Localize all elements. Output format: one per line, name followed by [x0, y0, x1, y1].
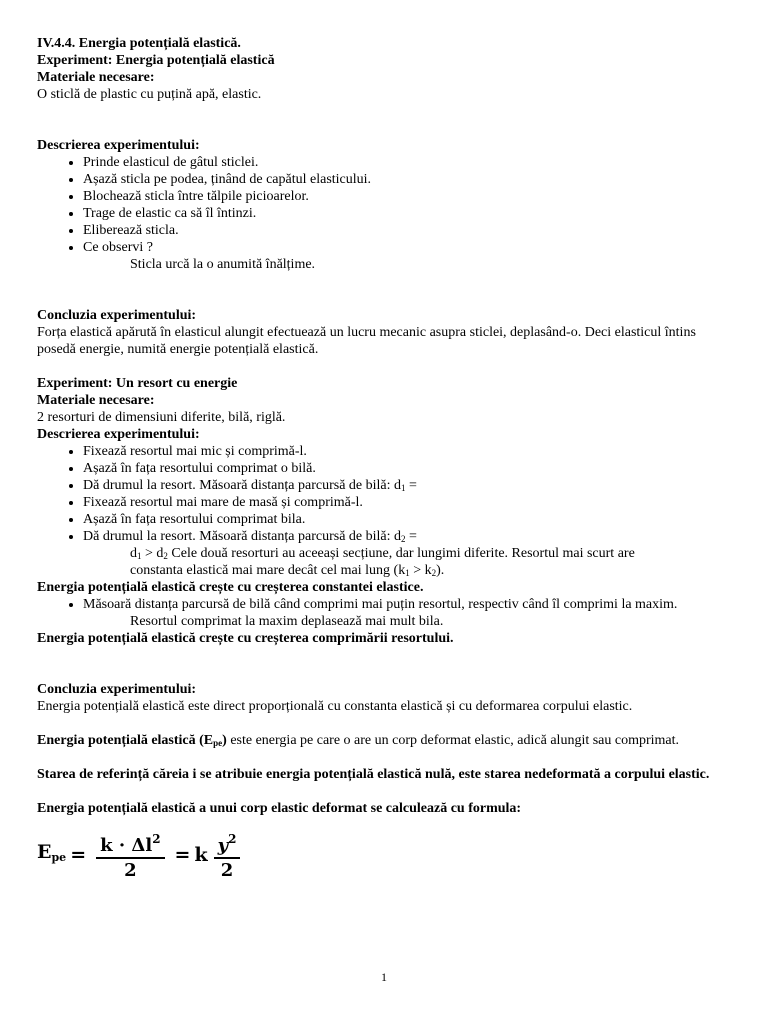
exp2-rule-1: Energia potențială elastică crește cu creșterea constantei elastice. — [37, 580, 424, 595]
formula-fraction-2: $\frac{y^2}{2}$ — [214, 831, 241, 879]
formula-k: k — [194, 843, 208, 866]
formula-fraction-1: $\frac{k \cdot \Delta l^2}{2}$ — [96, 831, 164, 879]
experiment-2-title: Experiment: Un resort cu energie — [37, 376, 238, 391]
exp2-materials: 2 resorturi de dimensiuni diferite, bilă, riglă. — [37, 410, 286, 425]
elastic-energy-formula: Epe = $\frac{k \cdot \Delta l^2}{2}$ = k $\frac{y^2}{2}$ — [37, 827, 737, 883]
definition: Energia potențială elastică $(E_{pe})$ este energia pe care o are un corp deformat elastic, adică alungit sau comprimat. — [37, 733, 680, 748]
page-number: 1 — [381, 970, 387, 984]
exp1-materials-heading: Materiale necesare: — [37, 70, 155, 85]
list-item: • Fixează resortul mai mic și comprimă-l. — [83, 443, 737, 460]
exp1-desc-heading: Descrierea experimentului: — [37, 138, 200, 153]
list-item: • Blochează sticla între tălpile picioarelor. — [83, 188, 737, 205]
section-title: IV.4.4. Energia potențială elastică. — [37, 36, 241, 51]
list-item: • Trage de elastic ca să îl întinzi. — [83, 205, 737, 222]
exp2-steps-list — [37, 443, 737, 545]
exp2-observation: Resortul comprimat la maxim deplasează mai mult bila. — [130, 614, 444, 629]
document-page — [37, 35, 737, 883]
list-item: • Dă drumul la resort. Măsoară distanța parcursă de bilă: $d_2$ = — [83, 528, 737, 545]
conclusion2-text: Energia potențială elastică este direct proporțională cu constanta elastică și cu deformarea corpului elastic. — [37, 699, 633, 714]
exp1-materials: O sticlă de plastic cu puțină apă, elastic. — [37, 87, 262, 102]
list-item: • Așază în fața resortului comprimat bila. — [83, 511, 737, 528]
list-item: • Prinde elasticul de gâtul sticlei. — [83, 154, 737, 171]
exp2-extra-list — [37, 596, 737, 613]
exp2-materials-heading: Materiale necesare: — [37, 393, 155, 408]
reference-state: Starea de referință căreia i se atribuie energia potențială elastică nulă, este starea nedeformată a corpului elastic. — [37, 767, 710, 782]
list-item: • Fixează resortul mai mare de masă și comprimă-l. — [83, 494, 737, 511]
list-item: • Dă drumul la resort. Măsoară distanța parcursă de bilă: $d_1$ = — [83, 477, 737, 494]
exp2-rule-2: Energia potențială elastică crește cu creșterea comprimării resortului. — [37, 631, 454, 646]
exp2-result-line-2: constanta elastică mai mare decât cel mai lung $(k_1 > k_2)$. — [130, 563, 445, 578]
list-item: • Eliberează sticla. — [83, 222, 737, 239]
experiment-1-title: Experiment: Energia potențială elastică — [37, 53, 275, 68]
exp2-result-line-1: $d_1 > d_2$ Cele două resorturi au aceeași secțiune, dar lungimi diferite. Resortul mai scurt are — [130, 546, 635, 561]
exp1-conclusion-heading: Concluzia experimentului: — [37, 308, 197, 323]
conclusion2-heading: Concluzia experimentului: — [37, 682, 197, 697]
exp2-desc-heading: Descrierea experimentului: — [37, 427, 200, 442]
exp1-steps-list — [37, 154, 737, 256]
exp1-conclusion: Forța elastică apărută în elasticul alungit efectuează un lucru mecanic asupra sticlei, deplasând-o. Deci elasticul întins posedă energie, numită energie potențială elastică. — [37, 325, 696, 357]
list-item: • Ce observi ? — [83, 239, 737, 256]
list-item: • Măsoară distanța parcursă de bilă când comprimi mai puțin resortul, respectiv când îl comprimi la maxim. — [83, 596, 737, 613]
formula-lhs: Epe — [37, 841, 67, 864]
exp1-observation: Sticla urcă la o anumită înălțime. — [130, 257, 316, 272]
list-item: • Așază în fața resortului comprimat o bilă. — [83, 460, 737, 477]
formula-intro: Energia potențială elastică a unui corp elastic deformat se calculează cu formula: — [37, 801, 522, 816]
list-item: • Așază sticla pe podea, ținând de capătul elasticului. — [83, 171, 737, 188]
